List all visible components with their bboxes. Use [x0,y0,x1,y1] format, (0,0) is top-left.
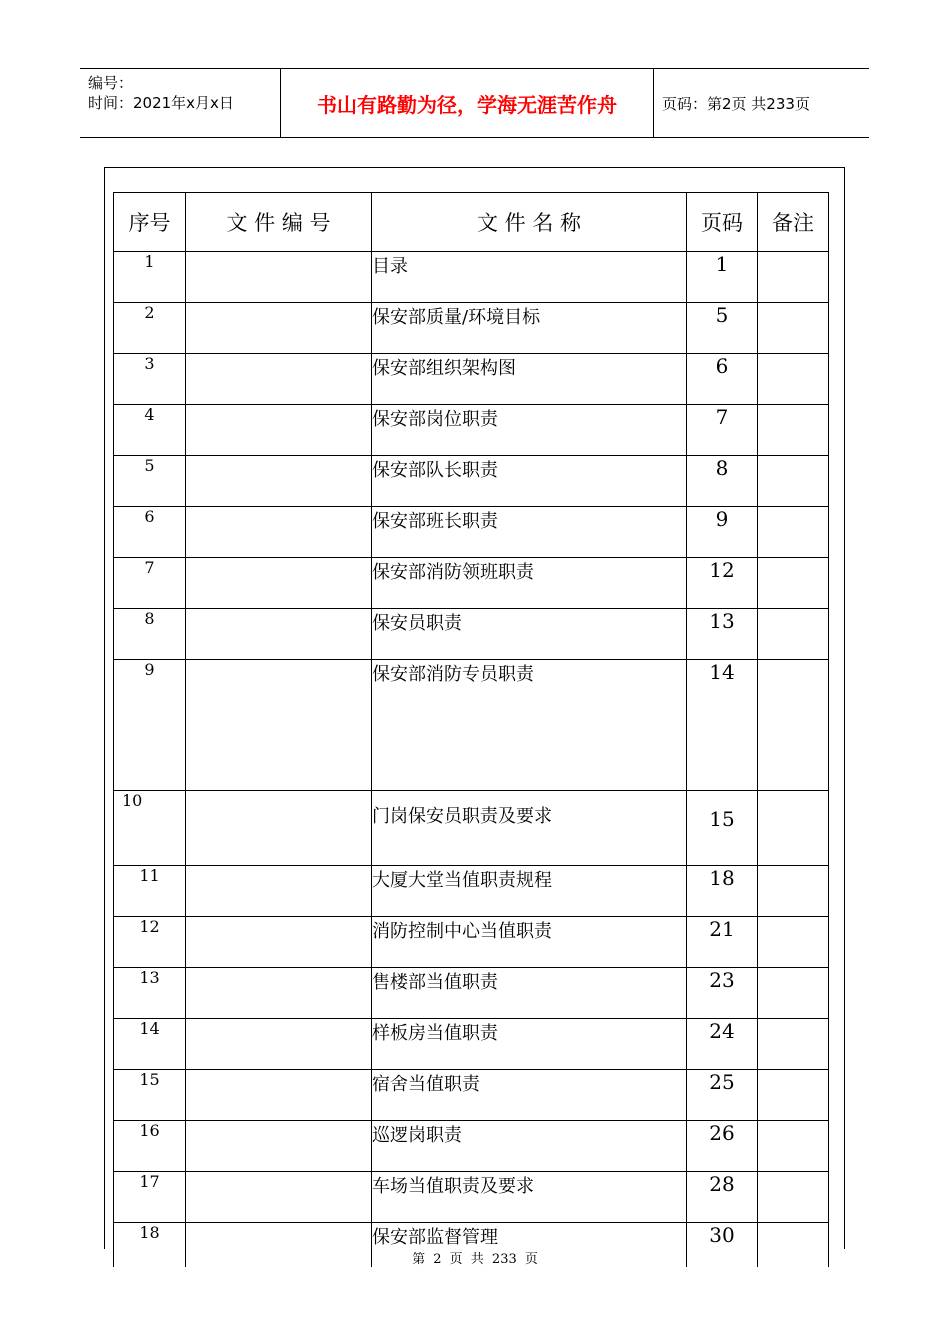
row-code [186,917,372,968]
row-note [758,354,829,405]
row-no: 6 [114,507,186,558]
row-no: 14 [114,1019,186,1070]
time-label: 时间：2021年x月x日 [88,94,234,112]
header-motto: 书山有路勤为径，学海无涯苦作舟 [280,69,654,137]
row-no: 16 [114,1121,186,1172]
table-row [114,791,829,866]
row-page: 23 [687,968,758,1019]
row-note [758,405,829,456]
row-code [186,866,372,917]
row-note [758,660,829,791]
row-name: 保安部岗位职责 [372,405,687,456]
row-name: 保安部队长职责 [372,456,687,507]
row-note [758,968,829,1019]
row-code [186,252,372,303]
table-row [114,1070,829,1121]
row-name: 大厦大堂当值职责规程 [372,866,687,917]
table-row [114,866,829,917]
row-page: 14 [687,660,758,791]
table-row [114,609,829,660]
row-name: 保安员职责 [372,609,687,660]
row-note [758,1070,829,1121]
row-note [758,609,829,660]
row-name: 宿舍当值职责 [372,1070,687,1121]
row-page: 1 [687,252,758,303]
page-header [80,68,869,138]
row-page: 25 [687,1070,758,1121]
row-note [758,917,829,968]
row-note [758,558,829,609]
row-page: 9 [687,507,758,558]
row-page: 8 [687,456,758,507]
row-page: 30 [687,1223,758,1268]
row-code [186,1172,372,1223]
row-code [186,1019,372,1070]
row-code [186,791,372,866]
row-no: 11 [114,866,186,917]
row-no: 12 [114,917,186,968]
row-no: 10 [114,791,186,866]
row-code [186,660,372,791]
row-code [186,609,372,660]
row-name: 车场当值职责及要求 [372,1172,687,1223]
row-name: 保安部监督管理 [372,1223,687,1268]
row-name: 门岗保安员职责及要求 [372,791,687,866]
row-note [758,1019,829,1070]
row-page: 26 [687,1121,758,1172]
row-page: 21 [687,917,758,968]
row-no: 15 [114,1070,186,1121]
column-header-note: 备注 [758,193,829,252]
row-note [758,303,829,354]
table-row [114,968,829,1019]
row-name: 巡逻岗职责 [372,1121,687,1172]
row-code [186,968,372,1019]
column-header-page: 页码 [687,193,758,252]
row-no: 4 [114,405,186,456]
table-row [114,1019,829,1070]
row-name: 售楼部当值职责 [372,968,687,1019]
row-no: 3 [114,354,186,405]
row-name: 保安部质量/环境目标 [372,303,687,354]
row-code [186,507,372,558]
table-row [114,456,829,507]
row-page: 13 [687,609,758,660]
column-header-code: 文 件 编 号 [186,193,372,252]
row-page: 5 [687,303,758,354]
row-note [758,791,829,866]
table-row [114,558,829,609]
row-code [186,405,372,456]
row-code [186,354,372,405]
row-no: 1 [114,252,186,303]
row-code [186,303,372,354]
row-name: 目录 [372,252,687,303]
page-footer: 第 2 页 共 233 页 [412,1252,538,1267]
row-no: 8 [114,609,186,660]
row-page: 15 [687,791,758,866]
column-header-no: 序号 [114,193,186,252]
row-code [186,456,372,507]
row-no: 17 [114,1172,186,1223]
code-label: 编号： [88,74,134,92]
toc-table [113,192,829,1267]
row-note [758,456,829,507]
table-row [114,660,829,791]
row-page: 28 [687,1172,758,1223]
table-row [114,303,829,354]
row-note [758,866,829,917]
row-no: 13 [114,968,186,1019]
row-code [186,558,372,609]
table-row [114,507,829,558]
row-no: 7 [114,558,186,609]
toc-header-row [114,193,829,252]
table-row [114,917,829,968]
row-note [758,1172,829,1223]
row-name: 样板房当值职责 [372,1019,687,1070]
row-code [186,1070,372,1121]
column-header-name: 文 件 名 称 [372,193,687,252]
row-code [186,1121,372,1172]
row-page: 12 [687,558,758,609]
row-note [758,1121,829,1172]
row-name: 保安部消防领班职责 [372,558,687,609]
row-page: 6 [687,354,758,405]
row-name: 保安部班长职责 [372,507,687,558]
row-page: 18 [687,866,758,917]
row-note [758,252,829,303]
table-row [114,354,829,405]
header-page-info: 页码：第2页 共233页 [662,94,810,113]
row-note [758,507,829,558]
row-no: 18 [114,1223,186,1268]
row-name: 保安部组织架构图 [372,354,687,405]
table-row [114,252,829,303]
row-no: 2 [114,303,186,354]
table-row [114,405,829,456]
row-page: 7 [687,405,758,456]
row-no: 9 [114,660,186,791]
row-name: 保安部消防专员职责 [372,660,687,791]
row-no: 5 [114,456,186,507]
header-meta [88,73,278,113]
table-row [114,1172,829,1223]
table-row [114,1121,829,1172]
row-page: 24 [687,1019,758,1070]
row-name: 消防控制中心当值职责 [372,917,687,968]
